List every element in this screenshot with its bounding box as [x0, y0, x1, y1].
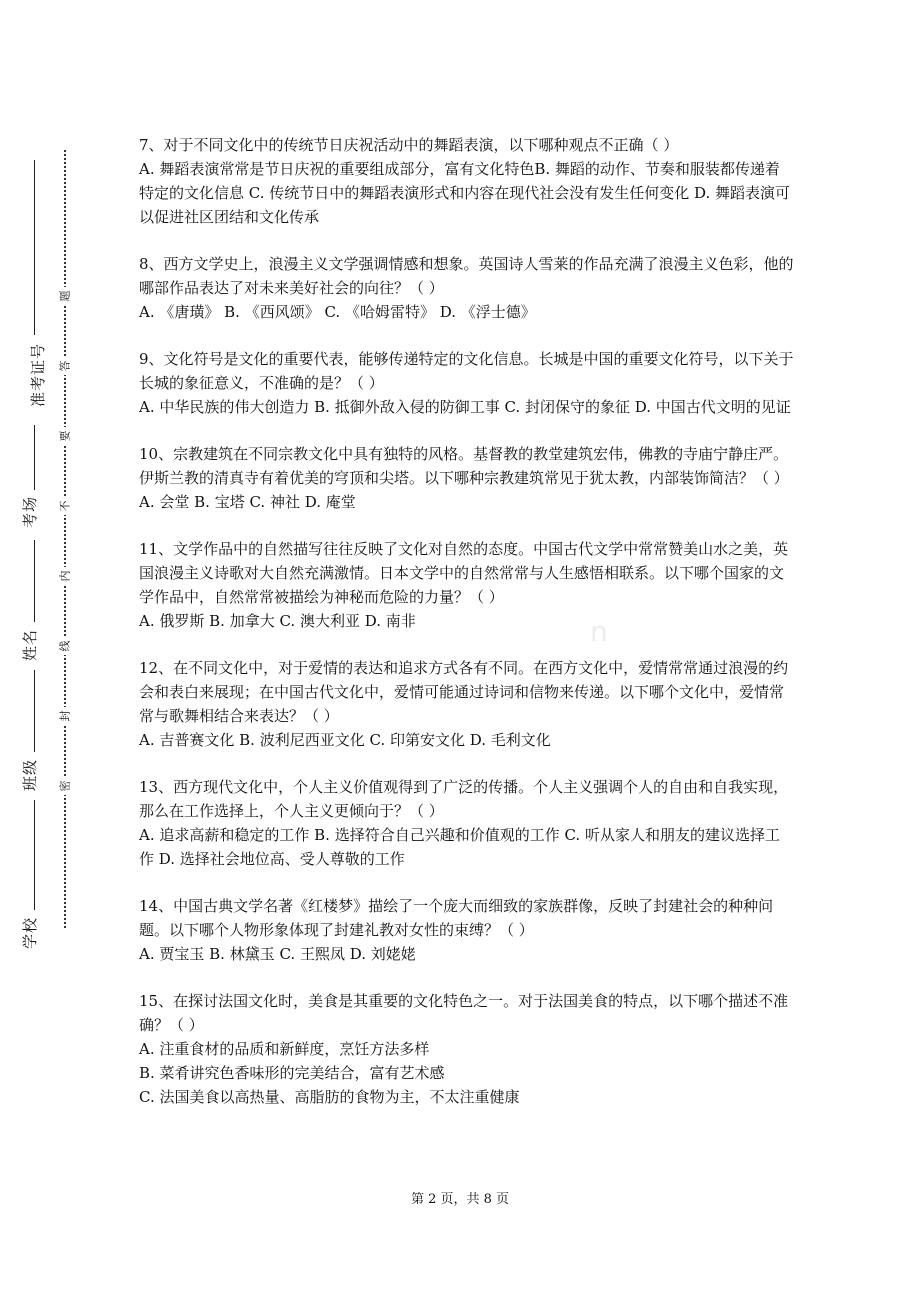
page-number: 第 2 页，共 8 页: [410, 1192, 510, 1207]
question-10: [139, 442, 794, 514]
seal-char: 封: [56, 707, 74, 725]
question-stem: 7、对于不同文化中的传统节日庆祝活动中的舞蹈表演，以下哪种观点不正确（ ）: [139, 136, 679, 154]
question-13: [139, 775, 794, 871]
question-options: A. 舞蹈表演常常是节日庆祝的重要组成部分，富有文化特色B. 舞蹈的动作、节奏和服装都传递着特定的文化信息 C. 传统节日中的舞蹈表演形式和内容在现代社会没有发生任何变化 D. 舞蹈表演可以促进社区团结和文化传承: [139, 160, 791, 226]
question-7: [139, 133, 794, 229]
question-options: A. 吉普赛文化 B. 波利尼西亚文化 C. 印第安文化 D. 毛利文化: [139, 731, 551, 749]
exam-id-label: 准考证号: [29, 342, 48, 408]
question-stem: 13、西方现代文化中，个人主义价值观得到了广泛的传播。个人主义强调个人的自由和自我实现，那么在工作选择上，个人主义更倾向于？（ ）: [139, 778, 789, 820]
question-options: A. 贾宝玉 B. 林黛玉 C. 王熙凤 D. 刘姥姥: [139, 945, 416, 963]
question-stem: 10、宗教建筑在不同宗教文化中具有独特的风格。基督教的教堂建筑宏伟，佛教的寺庙宁静庄严。伊斯兰教的清真寺有着优美的穹顶和尖塔。以下哪种宗教建筑常见于犹太教，内部装饰简洁？（ ）: [139, 445, 789, 487]
question-stem: 14、中国古典文学名著《红楼梦》描绘了一个庞大而细致的家族群像，反映了封建社会的种种问题。以下哪个人物形象体现了封建礼教对女性的束缚？（ ）: [139, 897, 774, 939]
question-stem: 8、西方文学史上，浪漫主义文学强调情感和想象。英国诗人雪莱的作品充满了浪漫主义色彩，他的哪部作品表达了对未来美好社会的向往？（ ）: [139, 255, 794, 297]
option-c: C. 法国美食以高热量、高脂肪的食物为主，不太注重健康: [139, 1088, 520, 1106]
seal-char: 内: [56, 567, 74, 585]
school-label: 学校: [20, 916, 39, 950]
question-stem: 9、文化符号是文化的重要代表，能够传递特定的文化信息。长城是中国的重要文化符号，以下关于长城的象征意义，不准确的是？（ ）: [139, 350, 794, 392]
question-stem: 12、在不同文化中，对于爱情的表达和追求方式各有不同。在西方文化中，爱情常常通过浪漫的约会和表白来展现；在中国古代文化中，爱情可能通过诗词和信物来传递。以下哪个文化中，爱情常常与歌舞相结合来表达？（ ）: [139, 659, 789, 725]
question-options: A. 《唐璜》 B. 《西风颂》 C. 《哈姆雷特》 D. 《浮士德》: [139, 303, 536, 321]
exam-id-blank[interactable]: [34, 160, 35, 335]
exam-room-label: 考场: [20, 495, 39, 529]
class-blank[interactable]: [34, 670, 35, 752]
question-options: A. 中华民族的伟大创造力 B. 抵御外敌入侵的防御工事 C. 封闭保守的象征 D. 中国古代文明的见证: [139, 398, 791, 416]
seal-char: 密: [56, 777, 74, 795]
option-b: B. 菜肴讲究色香味形的完美结合，富有艺术感: [139, 1064, 445, 1082]
question-options: A. 会堂 B. 宝塔 C. 神社 D. 庵堂: [139, 493, 356, 511]
watermark: n: [590, 615, 609, 648]
school-blank[interactable]: [34, 800, 35, 910]
question-9: [139, 347, 794, 419]
question-8: [139, 252, 794, 324]
seal-char: 答: [56, 357, 74, 375]
seal-dotted-line: [64, 150, 66, 928]
question-stem: 11、文学作品中的自然描写往往反映了文化对自然的态度。中国古代文学中常常赞美山水之美，英国浪漫主义诗歌对大自然充满激情。日本文学中的自然常常与人生感悟相联系。以下哪个国家的文学作品中，自然常常被描绘为神秘而危险的力量？（ ）: [139, 540, 789, 606]
class-label: 班级: [20, 758, 39, 792]
question-15: [139, 989, 794, 1109]
name-label: 姓名: [20, 628, 39, 662]
seal-char: 不: [56, 497, 74, 515]
seal-char: 题: [56, 287, 74, 305]
question-14: [139, 894, 794, 966]
question-options: A. 追求高薪和稳定的工作 B. 选择符合自己兴趣和价值观的工作 C. 听从家人和朋友的建议选择工作 D. 选择社会地位高、受人尊敬的工作: [139, 826, 780, 868]
question-11: [139, 537, 794, 633]
question-stem: 15、在探讨法国文化时，美食是其重要的文化特色之一。对于法国美食的特点，以下哪个描述不准确？（ ）: [139, 992, 789, 1034]
seal-char: 要: [56, 427, 74, 445]
question-options: A. 俄罗斯 B. 加拿大 C. 澳大利亚 D. 南非: [139, 612, 416, 630]
option-a: A. 注重食材的品质和新鲜度，烹饪方法多样: [139, 1040, 430, 1058]
question-12: [139, 656, 794, 752]
seal-char: 线: [56, 637, 74, 655]
exam-room-blank[interactable]: [34, 425, 35, 490]
name-blank[interactable]: [34, 540, 35, 622]
question-list: [139, 133, 794, 1132]
